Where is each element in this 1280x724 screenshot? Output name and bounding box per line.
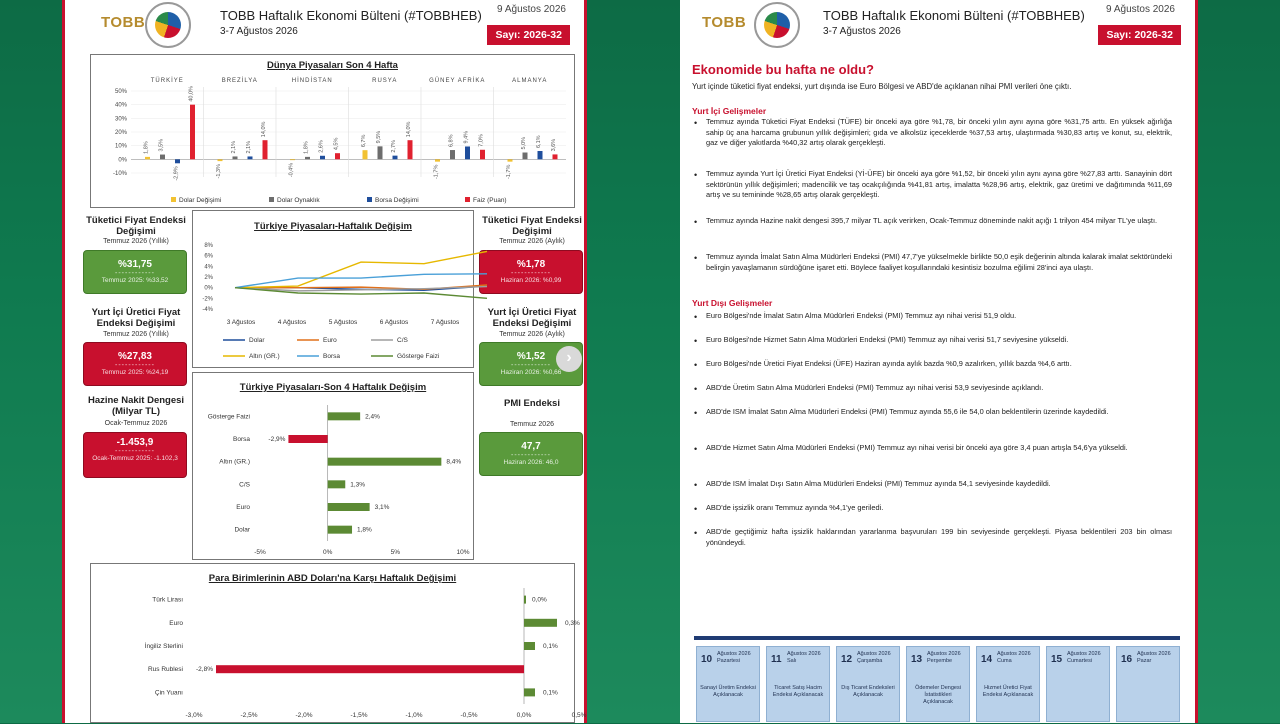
calendar-day-number: 13 <box>911 654 923 665</box>
calendar-day <box>1046 646 1110 722</box>
calendar-event: Ticaret Satış Hacim Endeksi Açıklanacak <box>772 685 824 699</box>
tobb-emblem-icon <box>145 2 191 48</box>
bar <box>524 596 526 604</box>
x-tick-label: 4 Ağustos <box>277 319 307 326</box>
chevron-right-icon: › <box>566 349 572 366</box>
domestic-item: • Temmuz ayında Tüketici Fiyat Endeksi (TÜFE) bir önceki aya göre %1,78, bir önceki yılın aynı ayına göre %31,75 arttı. En yüksek ağırlığa sahip üç ana harcama grubunun yıllık değişimleri; gıda ve alkolsüz içeceklerde %37,53 artış, ulaştırmada %30,83 artış ve konut, su, elektrik, gaz ve diğer yakıtlarda %40,32 artış olarak gerçekleşti. <box>692 117 1172 149</box>
series-line <box>235 274 487 288</box>
bulletin-date: 9 Ağustos 2026 <box>497 4 566 15</box>
x-tick-label: 6 Ağustos <box>379 319 409 326</box>
category-label: Altın (GR.) <box>219 458 250 466</box>
legend-swatch <box>465 197 470 202</box>
calendar-day-name: Ağustos 2026 Cuma <box>997 651 1031 664</box>
cash-sub: Ocak-Temmuz 2026 <box>104 420 168 427</box>
category-label: Gösterge Faizi <box>207 413 250 421</box>
pmi-prev: Haziran 2026: 46,0 <box>503 459 559 466</box>
bar <box>465 146 470 159</box>
bar <box>328 480 346 488</box>
cpi-yearly-title: Tüketici Fiyat Endeksi Değişimi <box>86 215 186 238</box>
ppi-monthly-card: %1,52 ------------ Haziran 2026: %0,66 <box>479 342 583 386</box>
pmi-card: 47,7 ------------ Haziran 2026: 46,0 <box>479 432 583 476</box>
page-header-right <box>680 0 1195 52</box>
x-tick-label: 0% <box>322 549 333 556</box>
bar <box>480 150 485 160</box>
calendar-day-number: 11 <box>771 654 782 665</box>
foreign-item: • ABD'de ISM İmalat Dışı Satın Alma Müdürleri Endeksi (PMI) Temmuz ayında 54,1 seviyesinde kaydedildi. <box>692 479 1172 490</box>
calendar-day-number: 16 <box>1121 654 1133 665</box>
calendar-day <box>836 646 900 722</box>
x-tick-label: -2,0% <box>295 712 313 719</box>
cpi-monthly-sub: Temmuz 2026 (Aylık) <box>499 238 565 245</box>
calendar-day-number: 12 <box>841 654 853 665</box>
bulletin-page-left <box>62 0 587 723</box>
x-tick-label: 5 Ağustos <box>328 319 358 326</box>
bulletin-date: 9 Ağustos 2026 <box>1106 4 1175 15</box>
calendar-day <box>1116 646 1180 722</box>
tobb-emblem-icon <box>754 2 800 48</box>
category-label: İngiliz Sterlini <box>144 643 183 650</box>
weekly-calendar <box>694 636 1180 723</box>
category-label: BREZİLYA <box>221 78 258 84</box>
calendar-day <box>906 646 970 722</box>
data-label: -1,7% <box>433 164 440 180</box>
legend-label: Borsa <box>323 353 340 360</box>
bar <box>408 140 413 159</box>
data-label: 6,7% <box>361 134 367 148</box>
category-label: RUSYA <box>372 78 398 84</box>
x-tick-label: -1,5% <box>350 712 368 719</box>
bulletin-page-right <box>680 0 1198 723</box>
currency-change-svg <box>91 564 587 724</box>
cpi-monthly-card: %1,78 ------------ Haziran 2026: %0,99 <box>479 250 583 294</box>
calendar-day-name: Ağustos 2026 Çarşamba <box>857 651 891 664</box>
weekly-change-svg <box>193 211 475 369</box>
weekly-change-title: Türkiye Piyasaları-Haftalık Değişim <box>254 221 412 232</box>
data-label: -1,3% <box>216 164 222 179</box>
cash-value: -1.453,9 <box>116 437 154 448</box>
ppi-monthly-prev: Haziran 2026: %0,66 <box>500 369 562 376</box>
data-label: 0,1% <box>543 689 558 697</box>
foreign-item: • Euro Bölgesi'nde Hizmet Satın Alma Müdürleri Endeksi (PMI) Temmuz ayı nihai verisi 51,7 seviyesine yükseldi. <box>692 335 1172 346</box>
x-tick-label: -3,0% <box>185 712 203 719</box>
data-label: 5,0% <box>521 136 527 150</box>
foreign-item: • ABD'de işsizlik oranı Temmuz ayında %4,1'ye geriledi. <box>692 503 1172 514</box>
x-tick-label: 10% <box>456 549 470 556</box>
calendar-day-name: Ağustos 2026 Pazar <box>1137 651 1171 664</box>
ppi-yearly-sub: Temmuz 2026 (Yıllık) <box>103 331 169 338</box>
calendar-event: Ödemeler Dengesi İstatistikleri Açıklanacak <box>915 685 961 706</box>
bar <box>328 458 442 466</box>
category-label: C/S <box>239 481 250 489</box>
legend-label: C/S <box>397 337 408 344</box>
ppi-yearly-prev: Temmuz 2025: %24,19 <box>101 369 169 376</box>
bar <box>248 156 253 159</box>
cash-prev: Ocak-Temmuz 2025: -1.102,3 <box>92 455 178 462</box>
calendar-event: Hizmet Üretici Fiyat Endeksi Açıklanacak <box>982 685 1034 699</box>
y-tick-label: 10% <box>114 143 127 150</box>
calendar-day-name: Ağustos 2026 Cumartesi <box>1067 651 1101 664</box>
bar <box>288 435 327 443</box>
calendar-day <box>696 646 760 722</box>
tobb-logo-text: TOBB <box>702 14 747 31</box>
bar <box>145 157 150 159</box>
foreign-title: Yurt Dışı Gelişmeler <box>692 298 773 308</box>
page-header <box>65 0 584 52</box>
category-label: Dolar <box>234 526 250 534</box>
data-label: -2,9% <box>268 436 286 443</box>
bar <box>328 503 370 511</box>
data-label: 6,8% <box>448 134 455 148</box>
calendar-day-name: Ağustos 2026 Salı <box>787 651 821 664</box>
category-label: Türk Lirası <box>152 596 183 604</box>
cpi-monthly-prev: Haziran 2026: %0,99 <box>500 277 562 284</box>
legend-label: Faiz (Puan) <box>473 197 507 204</box>
x-tick-label: 5% <box>390 549 401 556</box>
next-page-button[interactable] <box>556 346 582 372</box>
data-label: 7,0% <box>478 134 485 147</box>
legend-swatch <box>367 197 372 202</box>
data-label: -0,4% <box>288 162 295 178</box>
calendar-day <box>976 646 1040 722</box>
legend-label: Dolar <box>249 337 265 344</box>
bar <box>538 151 543 159</box>
calendar-event: Dış Ticaret Endeksleri Açıklanacak <box>841 685 895 699</box>
category-label: Çin Yuanı <box>154 689 183 697</box>
data-label: 9,4% <box>463 130 470 144</box>
x-tick-label: -5% <box>254 549 266 556</box>
data-label: 6,1% <box>536 135 542 148</box>
y-tick-label: 8% <box>204 243 213 249</box>
calendar-day-name: Ağustos 2026 Pazartesi <box>717 651 751 664</box>
y-tick-label: -10% <box>112 171 127 177</box>
foreign-item: • ABD'de Üretim Satın Alma Müdürleri Endeksi (PMI) Temmuz ayı nihai verisi 53,9 seviyesinde açıklandı. <box>692 383 1172 394</box>
bar <box>435 159 440 161</box>
bulletin-date-range: 3-7 Ağustos 2026 <box>823 26 901 37</box>
data-label: -2,8% <box>196 666 213 674</box>
bar <box>524 688 535 696</box>
foreign-item: • ABD'de ISM İmalat Satın Alma Müdürleri Endeksi (PMI) Temmuz ayında 55,6 ile 54,0 olan beklentilerin üzerinde kaydedildi. <box>692 407 1172 418</box>
summary-intro: Yurt içinde tüketici fiyat endeksi, yurt dışında ise Euro Bölgesi ve ABD'de açıklanan nihai PMI verileri öne çıktı. <box>692 82 1072 91</box>
category-label: Euro <box>169 619 183 627</box>
four-week-change-title: Türkiye Piyasaları-Son 4 Haftalık Değişim <box>239 382 427 393</box>
ppi-monthly-value: %1,52 <box>516 351 546 362</box>
ppi-yearly-title: Yurt İçi Üretici Fiyat Endeksi Değişimi <box>91 307 181 330</box>
foreign-item: • ABD'de geçtiğimiz hafta işsizlik haklarından yararlanma başvuruları 199 bin seviyesinde gerçekleşti. Piyasa beklentileri 203 bin olması yönündeydi. <box>692 527 1172 548</box>
cpi-monthly-title: Tüketici Fiyat Endeksi Değişimi <box>482 215 582 238</box>
legend-label: Gösterge Faizi <box>397 353 440 360</box>
bar <box>524 619 557 627</box>
y-tick-label: 4% <box>204 264 213 271</box>
ppi-yearly-value: %27,83 <box>118 351 152 362</box>
data-label: 4,5% <box>333 137 340 151</box>
calendar-day <box>766 646 830 722</box>
y-tick-label: -4% <box>202 307 213 313</box>
data-label: 0,0% <box>532 596 547 604</box>
data-label: 3,6% <box>551 138 557 152</box>
legend-swatch <box>269 197 274 202</box>
y-tick-label: 40% <box>114 102 127 109</box>
x-tick-label: -2,5% <box>240 712 258 719</box>
data-label: 9,5% <box>376 130 382 144</box>
pmi-title: PMI Endeksi <box>504 398 560 409</box>
bar <box>523 153 528 160</box>
x-tick-label: 0,5% <box>571 712 587 719</box>
bar <box>216 665 524 673</box>
currency-change-title: Para Birimlerinin ABD Doları'na Karşı Haftalık Değişimi <box>208 573 457 584</box>
cash-title: Hazine Nakit Dengesi (Milyar TL) <box>87 395 185 418</box>
data-label: 3,1% <box>374 504 390 511</box>
data-label: 14,0% <box>261 121 267 138</box>
ppi-monthly-title: Yurt İçi Üretici Fiyat Endeksi Değişimi <box>487 307 577 330</box>
ppi-monthly-sub: Temmuz 2026 (Aylık) <box>499 331 565 338</box>
bar <box>393 156 398 160</box>
bar <box>378 146 383 159</box>
domestic-item: • Temmuz ayında Hazine nakit dengesi 395,7 milyar TL açık verirken, Ocak-Temmuz döneminde nakit açığı 1 trilyon 454 milyar TL'ye ulaştı. <box>692 216 1172 227</box>
calendar-event: Sanayi Üretim Endeksi Açıklanacak <box>700 685 756 699</box>
cpi-yearly-value: %31,75 <box>118 259 152 270</box>
x-tick-label: -1,0% <box>405 712 423 719</box>
data-label: 2,1% <box>246 140 252 154</box>
data-label: 8,4% <box>446 458 462 466</box>
category-label: HİNDİSTAN <box>291 78 333 84</box>
legend-label: Euro <box>323 337 337 344</box>
y-tick-label: 0% <box>204 285 213 292</box>
legend-label: Altın (GR.) <box>249 353 280 360</box>
x-tick-label: 0,0% <box>516 712 532 719</box>
bar <box>233 156 238 159</box>
foreign-item: • ABD'de Hizmet Satın Alma Müdürleri Endeksi (PMI) Temmuz ayı nihai verisi bir önceki aya göre 3,4 puan artışla 54,6'ya yükseldi. <box>692 443 1172 454</box>
category-label: Rus Rublesi <box>147 666 183 674</box>
data-label: 3,5% <box>158 139 165 152</box>
bulletin-date-range: 3-7 Ağustos 2026 <box>220 26 298 37</box>
ppi-yearly-card: %27,83 ------------ Temmuz 2025: %24,19 <box>83 342 187 386</box>
y-tick-label: 30% <box>114 116 127 123</box>
data-label: 1,8% <box>357 526 372 534</box>
x-tick-label: -0,5% <box>460 712 478 719</box>
world-markets-title: Dünya Piyasaları Son 4 Hafta <box>267 60 398 71</box>
tobb-logo-text: TOBB <box>101 14 146 31</box>
bar <box>335 153 340 159</box>
y-tick-label: -2% <box>202 296 213 303</box>
issue-badge: Sayı: 2026-32 <box>487 25 570 45</box>
bar <box>508 159 513 161</box>
calendar-day-number: 15 <box>1051 654 1063 665</box>
bar <box>320 156 325 160</box>
domestic-title: Yurt İçi Gelişmeler <box>692 106 767 116</box>
category-label: Borsa <box>233 436 250 443</box>
foreign-item: • Euro Bölgesi'nde Üretici Fiyat Endeksi (ÜFE) Haziran ayında aylık bazda %0,9 azalırken, yıllık bazda %4,6 arttı. <box>692 359 1172 370</box>
calendar-day-number: 10 <box>701 654 713 665</box>
calendar-day-number: 14 <box>981 654 993 665</box>
data-label: 14,0% <box>406 121 412 138</box>
y-tick-label: 0% <box>118 157 127 164</box>
bar <box>328 412 360 420</box>
cpi-yearly-card: %31,75 ------------ Temmuz 2025: %33,52 <box>83 250 187 294</box>
legend-label: Borsa Değişimi <box>375 197 419 204</box>
data-label: 2,6% <box>318 140 325 153</box>
four-week-change-svg <box>193 373 475 561</box>
bar <box>450 150 455 159</box>
summary-heading: Ekonomide bu hafta ne oldu? <box>692 62 874 77</box>
bar <box>290 159 295 160</box>
bar <box>160 155 165 160</box>
bar <box>190 105 195 160</box>
pmi-sub: Temmuz 2026 <box>510 421 554 428</box>
bar <box>305 157 310 159</box>
legend-label: Dolar Oynaklık <box>277 197 320 204</box>
domestic-item: • Temmuz ayında Yurt İçi Üretici Fiyat Endeksi (Yİ-ÜFE) bir önceki aya göre %1,52, bir önceki yılın aynı ayına göre %27,83 arttı. Sanayinin dört sektörünün yıllık değişimleri; madencilik ve taş ocakçılığında %41,81 artış, imalatta %28,96 artış, elektrik, gaz üretimi ve dağıtımında %11,69 artış ve su temininde %28,65 artış olarak gerçekleşti. <box>692 169 1172 201</box>
world-markets-chart <box>90 54 575 208</box>
bar <box>175 159 180 163</box>
y-tick-label: 2% <box>204 275 213 281</box>
y-tick-label: 20% <box>114 130 127 136</box>
y-tick-label: 50% <box>114 89 127 95</box>
bar <box>218 159 223 161</box>
bulletin-title: TOBB Haftalık Ekonomi Bülteni (#TOBBHEB) <box>823 8 1085 23</box>
issue-badge: Sayı: 2026-32 <box>1098 25 1181 45</box>
pmi-value: 47,7 <box>521 441 541 452</box>
legend-swatch <box>171 197 176 202</box>
domestic-item: • Temmuz ayında İmalat Satın Alma Müdürleri Endeksi (PMI) 47,7'ye yükselmekle birlikte 50,0 eşik değerinin altında kalarak imalat sektöründeki belirgin yavaşlamanın sürdüğüne işaret etti. Böylece faaliyet koşullarındaki kesintisiz bozulma eğilimi 28'inci aya ulaştı. <box>692 252 1172 273</box>
bar <box>524 642 535 650</box>
x-tick-label: 7 Ağustos <box>430 319 460 326</box>
calendar-day-name: Ağustos 2026 Perşembe <box>927 651 961 664</box>
x-tick-label: 3 Ağustos <box>226 319 256 326</box>
foreign-item: • Euro Bölgesi'nde İmalat Satın Alma Müdürleri Endeksi (PMI) Temmuz ayı nihai verisi 51,9 oldu. <box>692 311 1172 322</box>
data-label: 1,8% <box>143 141 150 154</box>
bar <box>328 526 352 534</box>
category-label: Euro <box>236 504 250 511</box>
world-markets-svg <box>91 55 576 209</box>
bar <box>263 140 268 159</box>
legend-label: Dolar Değişimi <box>179 197 222 204</box>
data-label: -2,9% <box>173 166 180 181</box>
cpi-monthly-value: %1,78 <box>516 259 546 270</box>
y-tick-label: 6% <box>204 253 213 260</box>
category-label: ALMANYA <box>512 78 548 84</box>
data-label: 40,0% <box>188 86 195 102</box>
bar <box>553 154 558 159</box>
bar <box>363 150 368 159</box>
data-label: 2,7% <box>391 140 397 153</box>
cpi-yearly-sub: Temmuz 2026 (Yıllık) <box>103 238 169 245</box>
category-label: GÜNEY AFRİKA <box>429 78 486 84</box>
data-label: 1,8% <box>303 141 310 154</box>
data-label: -1,7% <box>506 164 512 180</box>
weekly-change-chart <box>192 210 474 368</box>
bulletin-title: TOBB Haftalık Ekonomi Bülteni (#TOBBHEB) <box>220 8 482 23</box>
data-label: 2,4% <box>365 413 380 421</box>
data-label: 0,3% <box>565 619 580 627</box>
cpi-yearly-prev: Temmuz 2025: %33,52 <box>101 277 169 284</box>
data-label: 0,1% <box>543 643 558 650</box>
data-label: 2,1% <box>231 140 237 154</box>
category-label: TÜRKİYE <box>150 78 184 84</box>
cash-card: -1.453,9 ------------ Ocak-Temmuz 2025: -1.102,3 <box>83 432 187 478</box>
four-week-change-chart <box>192 372 474 560</box>
currency-change-chart <box>90 563 587 723</box>
data-label: 1,3% <box>350 481 366 489</box>
